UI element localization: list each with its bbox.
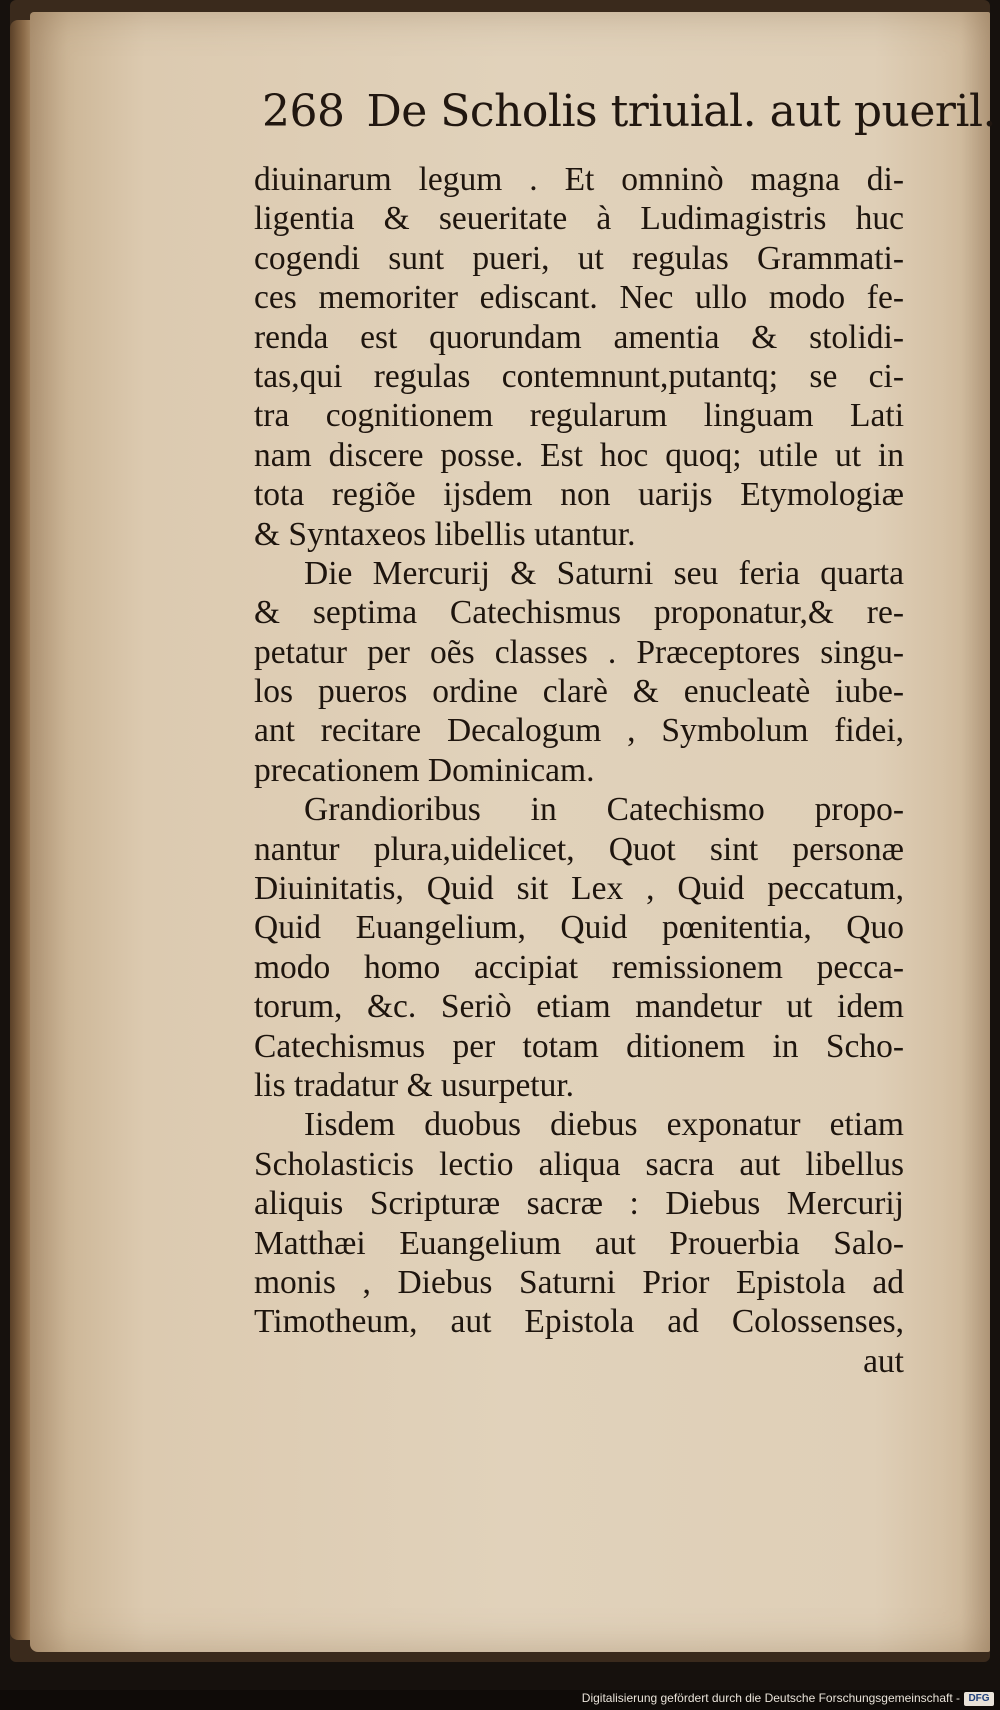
text-line: ant recitare Decalogum , Symbolum fidei, [254,712,904,750]
text-line: Matthæi Euangelium aut Prouerbia Salo- [254,1224,904,1262]
catchword: aut [863,1342,904,1380]
dfg-logo-icon: DFG [964,1692,994,1706]
text-line: Quid Euangelium, Quid pœnitentia, Quo [254,909,904,947]
running-header [262,86,997,146]
text-line: Catechismus per totam ditionem in Scho- [254,1027,904,1065]
text-line: renda est quorundam amentia & stolidi- [254,318,904,356]
body-text [254,160,904,1381]
text-line: nantur plura,uidelicet, Quot sint personæ [254,830,904,868]
text-line: Timotheum, aut Epistola ad Colossenses, [254,1303,904,1341]
text-line: & Syntaxeos libellis utantur. [254,515,636,553]
text-line: petatur per oẽs classes . Præceptores singu- [254,633,904,671]
text-line: Iisdem duobus diebus exponatur etiam [304,1106,904,1144]
text-line: monis , Diebus Saturni Prior Epistola ad [254,1263,904,1301]
text-line: Scholasticis lectio aliqua sacra aut libellus [254,1145,904,1183]
text-line: Grandioribus in Catechismo propo- [304,791,904,829]
text-line: tra cognitionem regularum linguam Lati [254,397,904,435]
text-line: nam discere posse. Est hoc quoq; utile ut in [254,436,904,474]
text-line: cogendi sunt pueri, ut regulas Grammati- [254,239,904,277]
text-line: tota regiõe ijsdem non uarijs Etymologiæ [254,476,904,514]
text-line: aliquis Scripturæ sacræ : Diebus Mercurij [254,1185,904,1223]
text-line: Diuinitatis, Quid sit Lex , Quid peccatum, [254,870,904,908]
text-line: precationem Dominicam. [254,751,595,789]
page-number: 268 [262,86,345,137]
text-line: ces memoriter ediscant. Nec ullo modo fe- [254,279,904,317]
page-gutter-edge [10,20,32,1640]
text-line: & septima Catechismus proponatur,& re- [254,594,904,632]
text-line: tas,qui regulas contemnunt,putantq; se ci- [254,357,904,395]
digitization-credit: Digitalisierung gefördert durch die Deutsche Forschungsgemeinschaft - [581,1691,960,1705]
text-line: lis tradatur & usurpetur. [254,1066,575,1104]
text-line: los pueros ordine clarè & enucleatè iube- [254,673,904,711]
running-title: De Scholis triuial. aut pueril. [366,86,997,137]
text-line: modo homo accipiat remissionem pecca- [254,948,904,986]
text-line: Die Mercurij & Saturni seu feria quarta [304,554,904,592]
text-line: ligentia & seueritate à Ludimagistris huc [254,200,904,238]
text-line: diuinarum legum . Et omninò magna di- [254,161,904,198]
text-line: torum, &c. Seriò etiam mandetur ut idem [254,988,904,1026]
